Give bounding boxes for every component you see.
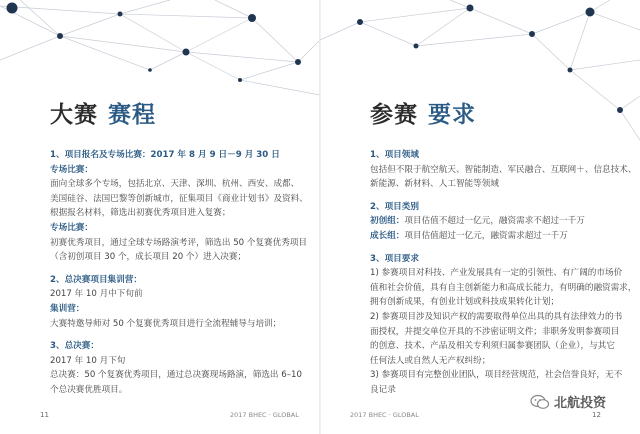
spacer	[50, 265, 300, 273]
title-part-2: 赛程	[108, 102, 156, 128]
schedule-text-block	[50, 148, 308, 398]
page-title-schedule	[50, 96, 156, 129]
page-number-right: 12	[592, 411, 601, 419]
body-line: 面向全球多个专场，包括北京、天津、深圳、杭州、西安、成都、	[50, 179, 300, 190]
category-line	[370, 214, 618, 229]
left-footer-brand: 2017 BHEC · GLOBAL	[230, 411, 299, 419]
category-label: 初创组：	[370, 216, 405, 227]
body-line: 美国硅谷、法国巴黎等创新城市，征集项目《商业计划书》及资料、	[50, 193, 308, 204]
page-number-left: 11	[40, 411, 49, 419]
section-heading: 1、项目报名及专场比赛：2017 年 8 月 9 日－9 月 30 日	[50, 150, 280, 160]
section-heading: 2、总决赛项目集训营：	[50, 274, 142, 285]
title-part-1: 大赛	[50, 102, 98, 128]
title-part-1: 参赛	[370, 102, 418, 128]
right-page	[320, 0, 640, 434]
category-label: 成长组：	[370, 230, 405, 241]
watermark	[530, 392, 606, 411]
spacer	[370, 192, 618, 200]
body-line: 2017 年 10 月中下旬前	[50, 289, 143, 300]
category-text: 项目估值不超过一亿元，融资需求不超过一千万	[404, 216, 585, 227]
body-line: 根据报名材料，筛选出初赛优秀项目进入复赛；	[50, 208, 231, 219]
body-line: 新能源、新材料、人工智能等领域	[370, 179, 499, 190]
title-part-2: 要求	[428, 102, 476, 128]
body-line: 初赛优秀项目，通过全球专场路演考评，筛选出 50 个复赛优秀项目	[50, 237, 308, 248]
body-line: 总决赛：50 个复赛优秀项目，通过总决赛现场路演，筛选出 6–10	[50, 370, 302, 381]
body-line: 个总决赛优胜项目。	[50, 384, 128, 395]
body-line: 包括但不限于航空航天、智能制造、军民融合、互联网＋、信息技术、	[370, 164, 637, 175]
watermark-text: 北航投资	[554, 396, 607, 411]
body-line: （含初创项目 30 个，成长项目 20 个）进入决赛；	[50, 252, 247, 263]
section-heading: 3、项目要求	[370, 253, 419, 264]
body-line: 2017 年 10 月下旬	[50, 355, 126, 366]
body-line: 3) 参赛项目有完整创业团队，项目经营规范，社会信誉良好，无不	[370, 370, 623, 381]
sub-heading: 集训营：	[50, 303, 85, 314]
body-line: 大赛特邀导师对 50 个复赛优秀项目进行全流程辅导与培训；	[50, 318, 282, 329]
body-line: 拥有创新成果，有创业计划或科技成果转化计划；	[370, 297, 560, 308]
body-line: 1) 参赛项目对科技、产业发展具有一定的引领性、有广阔的市场价	[370, 268, 623, 279]
body-line: 良记录	[370, 384, 396, 395]
section-heading: 3、总决赛：	[50, 341, 99, 352]
body-line: 2) 参赛项目涉及知识产权的需要取得单位出具的具有法律效力的书	[370, 311, 623, 322]
spacer	[50, 331, 300, 339]
wechat-icon	[530, 394, 550, 410]
left-footer	[40, 411, 49, 419]
body-line: 的创意、技术、产品及相关专利须归属参赛团队（企业），与其它	[370, 341, 615, 352]
right-footer-brand: 2017 BHEC · GLOBAL	[350, 411, 419, 419]
category-line	[370, 229, 618, 244]
body-line: 任何法人或自然人无产权纠纷；	[370, 355, 491, 366]
body-line: 面授权，并提交单位开具的不涉密证明文件；非职务发明参赛项目	[370, 326, 620, 337]
sub-heading: 专场比赛：	[50, 222, 93, 233]
section-heading: 1、项目领域	[370, 150, 419, 160]
section-heading: 2、项目类别	[370, 201, 419, 212]
body-line: 值和社会价值，具有自主创新能力和高成长能力，有明确的融资需求，	[370, 282, 637, 293]
category-text: 项目估值超过一亿元，融资需求超过一千万	[404, 230, 568, 241]
spacer	[370, 244, 618, 252]
page-title-requirements	[370, 96, 476, 129]
sub-heading: 专场比赛：	[50, 164, 93, 175]
requirements-text-block	[370, 148, 637, 398]
right-footer	[592, 411, 601, 419]
